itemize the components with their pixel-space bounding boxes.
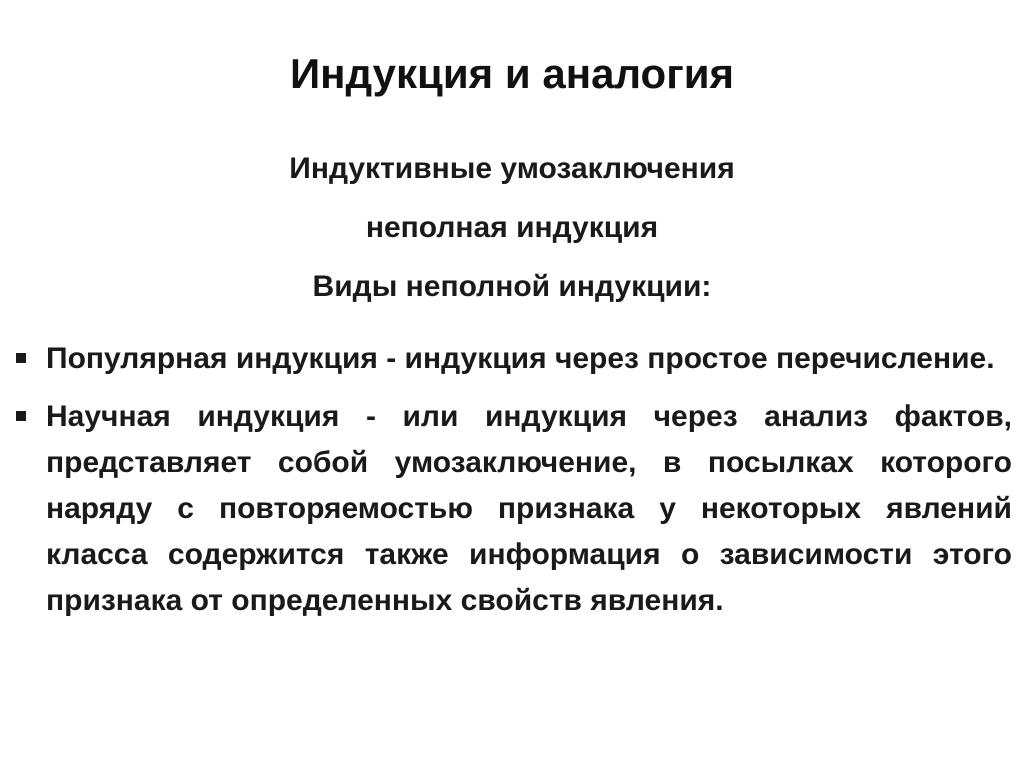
subheading-inductive-inferences: Индуктивные умозаключения	[289, 152, 735, 185]
bullet-text: Популярная индукция - индукция через простое перечисление.	[46, 342, 995, 375]
subheadings	[0, 152, 1024, 329]
bullet-text: Научная индукция - или индукция через анализ фактов, представляет собой умозаключение, в посылках которого наряду с повторяемостью признака у некоторых явлений класса содержится также информация о зависимости этого признака от определенных свойств явления.	[46, 400, 1012, 617]
square-bullet-icon	[16, 353, 26, 363]
bullet-item-popular-induction	[16, 336, 1012, 382]
bullet-item-scientific-induction	[16, 394, 1012, 624]
bullet-list	[16, 336, 1012, 636]
slide-title: Индукция и аналогия	[289, 50, 735, 97]
subheading-kinds-of-incomplete-induction: Виды неполной индукции:	[312, 270, 712, 303]
subheading-incomplete-induction: неполная индукция	[365, 211, 659, 244]
square-bullet-icon	[16, 411, 26, 421]
